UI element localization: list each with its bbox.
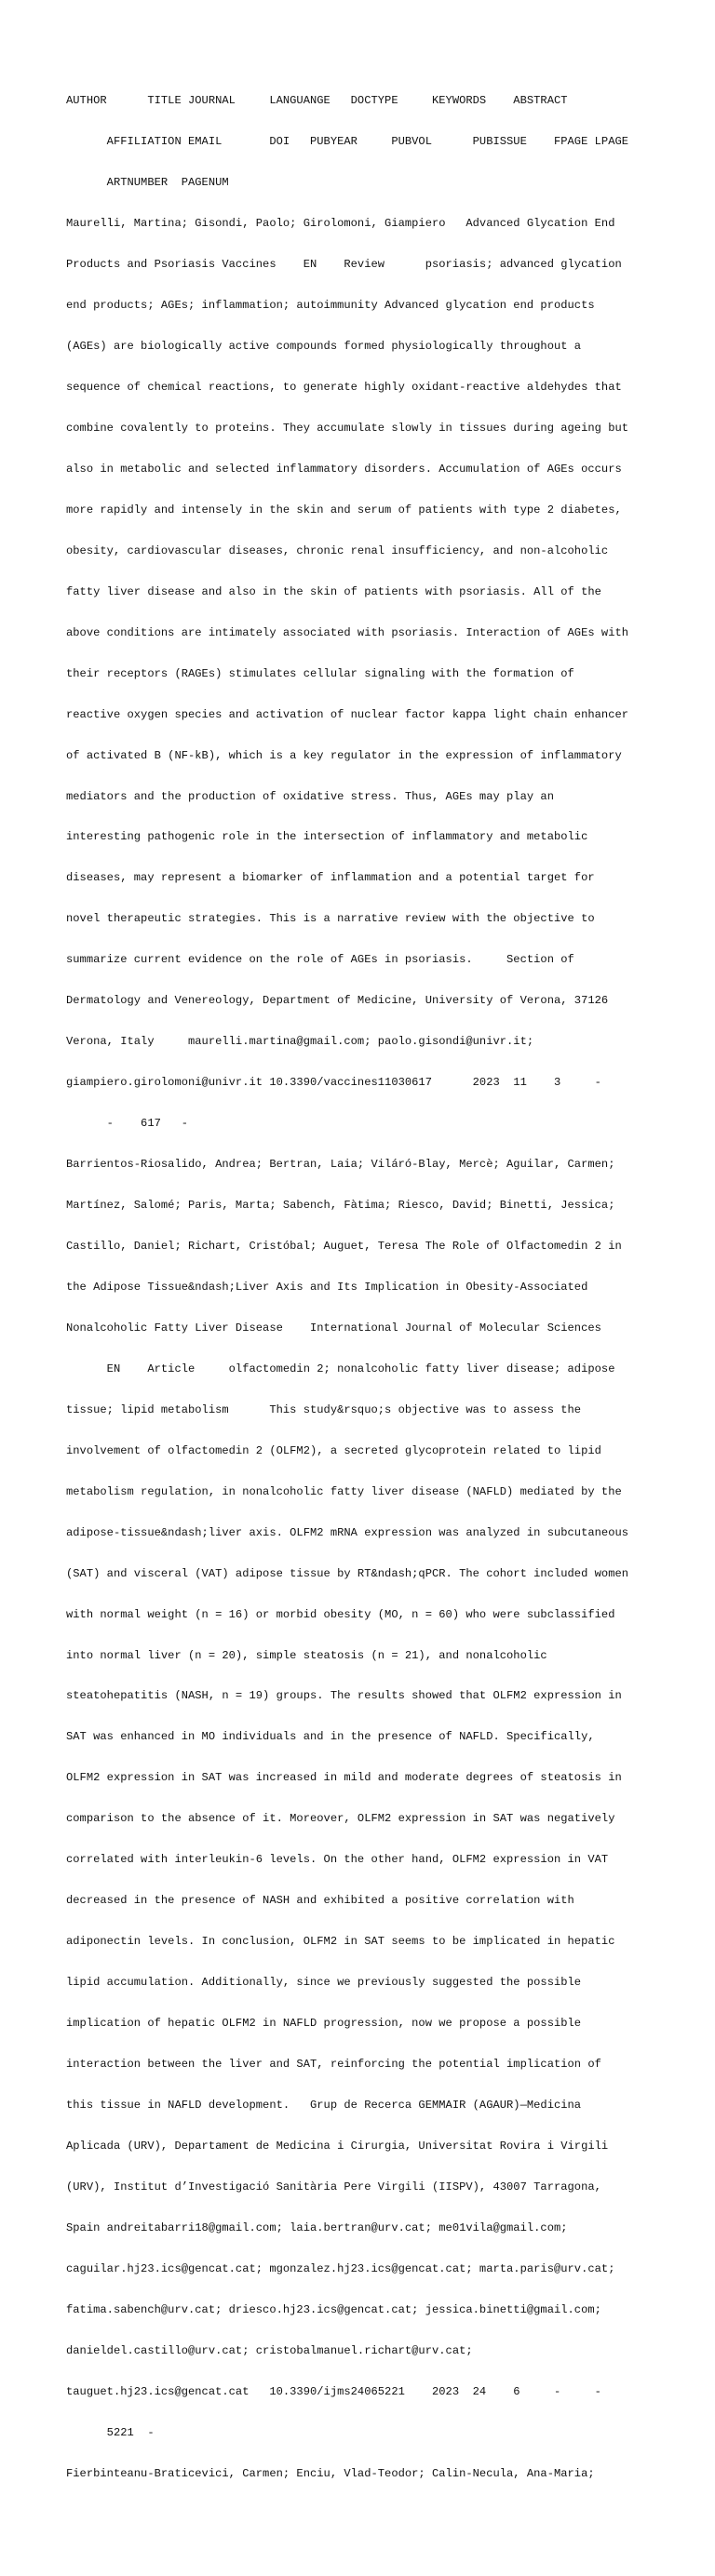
text-line: combine covalently to proteins. They accumulate slowly in tissues during ageing but xyxy=(66,421,629,435)
text-line: implication of hepatic OLFM2 in NAFLD progression, now we propose a possible xyxy=(66,2017,582,2031)
text-line: correlated with interleukin-6 levels. On the other hand, OLFM2 expression in VAT xyxy=(66,1853,609,1867)
text-line: decreased in the presence of NASH and exhibited a positive correlation with xyxy=(66,1894,574,1908)
text-line: comparison to the absence of it. Moreover, OLFM2 expression in SAT was negatively xyxy=(66,1812,615,1826)
text-line: with normal weight (n = 16) or morbid obesity (MO, n = 60) who were subclassified xyxy=(66,1607,615,1621)
text-line: also in metabolic and selected inflammatory disorders. Accumulation of AGEs occurs xyxy=(66,462,622,476)
text-line: of activated B (NF-kB), which is a key regulator in the expression of inflammatory xyxy=(66,748,622,762)
text-line: lipid accumulation. Additionally, since we previously suggested the possible xyxy=(66,1976,582,1990)
text-line: (AGEs) are biologically active compounds formed physiologically throughout a xyxy=(66,340,582,354)
text-line: more rapidly and intensely in the skin and serum of patients with type 2 diabetes, xyxy=(66,503,622,517)
text-line: Aplicada (URV), Departament de Medicina i Cirurgia, Universitat Rovira i Virgili xyxy=(66,2139,609,2153)
text-line: their receptors (RAGEs) stimulates cellular signaling with the formation of xyxy=(66,666,574,680)
text-line: adiponectin levels. In conclusion, OLFM2 in SAT seems to be implicated in hepatic xyxy=(66,1935,615,1949)
text-line: end products; AGEs; inflammation; autoimmunity Advanced glycation end products xyxy=(66,299,595,313)
text-line: interaction between the liver and SAT, reinforcing the potential implication of xyxy=(66,2058,601,2072)
text-line xyxy=(66,2508,699,2522)
text-line: into normal liver (n = 20), simple steatosis (n = 21), and nonalcoholic xyxy=(66,1648,547,1662)
header-line: AUTHOR TITLE JOURNAL LANGUANGE DOCTYPE KEYWORDS ABSTRACT xyxy=(66,94,568,108)
text-line: (URV), Institut d’Investigació Sanitària Pere Virgili (IISPV), 43007 Tarragona, xyxy=(66,2180,601,2194)
text-line: summarize current evidence on the role of AGEs in psoriasis. Section of xyxy=(66,953,574,967)
text-line: the Adipose Tissue&ndash;Liver Axis and Its Implication in Obesity-Associated xyxy=(66,1280,588,1294)
text-line: this tissue in NAFLD development. Grup de Recerca GEMMAIR (AGAUR)—Medicina xyxy=(66,2099,582,2113)
text-line: sequence of chemical reactions, to generate highly oxidant-reactive aldehydes that xyxy=(66,380,622,394)
text-line: novel therapeutic strategies. This is a narrative review with the objective to xyxy=(66,912,595,926)
text-line: fatima.sabench@urv.cat; driesco.hj23.ics@gencat.cat; jessica.binetti@gmail.com; xyxy=(66,2302,601,2316)
text-line: above conditions are intimately associated with psoriasis. Interaction of AGEs with xyxy=(66,625,629,639)
header-line: ARTNUMBER PAGENUM xyxy=(66,176,229,190)
text-line: mediators and the production of oxidative stress. Thus, AGEs may play an xyxy=(66,789,554,803)
text-line: Maurelli, Martina; Gisondi, Paolo; Girolomoni, Giampiero Advanced Glycation End xyxy=(66,217,615,231)
text-line: Fierbinteanu-Braticevici, Carmen; Enciu, Vlad-Teodor; Calin-Necula, Ana-Maria; xyxy=(66,2466,595,2480)
header-line: AFFILIATION EMAIL DOI PUBYEAR PUBVOL PUBISSUE FPAGE LPAGE xyxy=(66,135,629,149)
text-line: EN Article olfactomedin 2; nonalcoholic fatty liver disease; adipose xyxy=(66,1362,615,1375)
text-line: giampiero.girolomoni@univr.it 10.3390/vaccines11030617 2023 11 3 - xyxy=(66,1076,601,1090)
text-line: Martínez, Salomé; Paris, Marta; Sabench, Fàtima; Riesco, David; Binetti, Jessica; xyxy=(66,1199,615,1213)
text-line: diseases, may represent a biomarker of inflammation and a potential target for xyxy=(66,871,595,885)
text-line: fatty liver disease and also in the skin of patients with psoriasis. All of the xyxy=(66,584,601,598)
text-line: Spain andreitabarri18@gmail.com; laia.bertran@urv.cat; me01vila@gmail.com; xyxy=(66,2220,568,2234)
text-line xyxy=(66,2549,699,2563)
text-line: Products and Psoriasis Vaccines EN Review psoriasis; advanced glycation xyxy=(66,258,622,272)
text-line: OLFM2 expression in SAT was increased in mild and moderate degrees of steatosis in xyxy=(66,1771,622,1785)
text-line: Barrientos-Riosalido, Andrea; Bertran, Laia; Viláró-Blay, Mercè; Aguilar, Carmen; xyxy=(66,1158,615,1172)
text-line: (SAT) and visceral (VAT) adipose tissue by RT&ndash;qPCR. The cohort included women xyxy=(66,1566,629,1580)
text-line: tauguet.hj23.ics@gencat.cat 10.3390/ijms24065221 2023 24 6 - - xyxy=(66,2384,601,2398)
text-line: steatohepatitis (NASH, n = 19) groups. The results showed that OLFM2 expression in xyxy=(66,1689,622,1703)
text-line: tissue; lipid metabolism This study&rsquo;s objective was to assess the xyxy=(66,1402,582,1416)
text-line: Dermatology and Venereology, Department of Medicine, University of Verona, 37126 xyxy=(66,994,609,1008)
document-text xyxy=(66,67,699,2576)
text-line: metabolism regulation, in nonalcoholic fatty liver disease (NAFLD) mediated by the xyxy=(66,1484,622,1498)
text-line: - 617 - xyxy=(66,1117,188,1131)
text-line: SAT was enhanced in MO individuals and in the presence of NAFLD. Specifically, xyxy=(66,1730,595,1744)
text-line: adipose-tissue&ndash;liver axis. OLFM2 mRNA expression was analyzed in subcutaneous xyxy=(66,1525,629,1539)
text-line: involvement of olfactomedin 2 (OLFM2), a secreted glycoprotein related to lipid xyxy=(66,1443,601,1457)
text-line: danieldel.castillo@urv.cat; cristobalmanuel.richart@urv.cat; xyxy=(66,2343,473,2357)
text-line: 5221 - xyxy=(66,2425,155,2439)
text-line: caguilar.hj23.ics@gencat.cat; mgonzalez.hj23.ics@gencat.cat; marta.paris@urv.cat; xyxy=(66,2261,615,2275)
text-line: reactive oxygen species and activation of nuclear factor kappa light chain enhancer xyxy=(66,707,629,721)
text-line: Castillo, Daniel; Richart, Cristóbal; Auguet, Teresa The Role of Olfactomedin 2 in xyxy=(66,1240,622,1253)
text-line: Verona, Italy maurelli.martina@gmail.com; paolo.gisondi@univr.it; xyxy=(66,1035,534,1049)
text-line: obesity, cardiovascular diseases, chronic renal insufficiency, and non-alcoholic xyxy=(66,543,609,557)
text-line: interesting pathogenic role in the intersection of inflammatory and metabolic xyxy=(66,830,588,844)
text-line: Nonalcoholic Fatty Liver Disease International Journal of Molecular Sciences xyxy=(66,1321,601,1335)
